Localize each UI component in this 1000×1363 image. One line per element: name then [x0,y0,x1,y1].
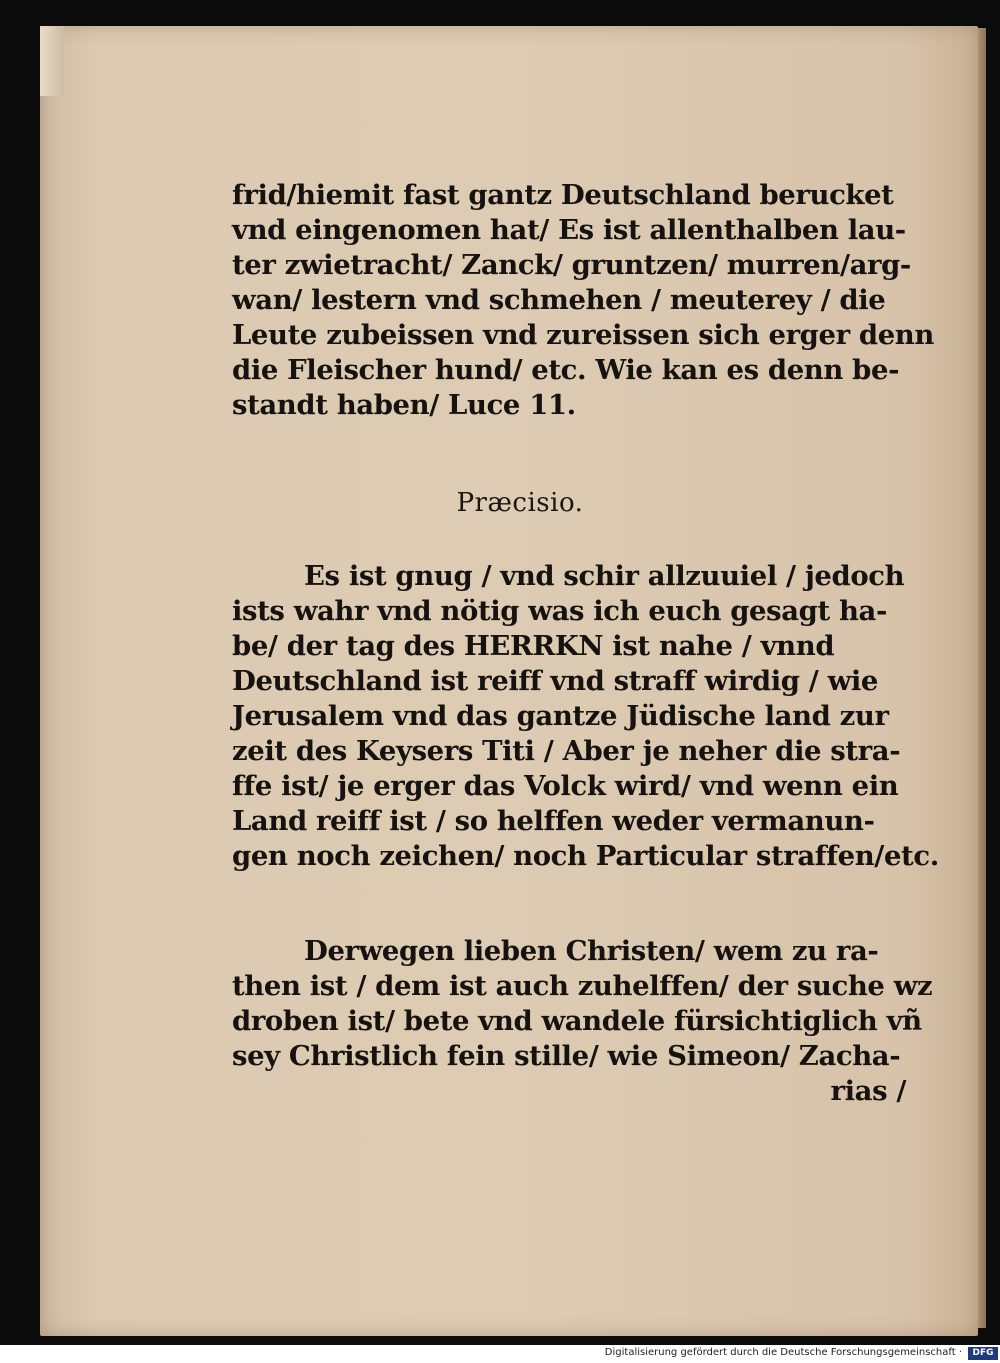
text-line: Land reiff ist / so helffen weder vermanun- [232,805,875,837]
footer-bar [0,1345,1000,1363]
text-line: ists wahr vnd nötig was ich euch gesagt ha- [232,595,887,627]
text-line: then ist / dem ist auch zuhelffen/ der suche wz [232,970,933,1002]
text-line: standt haben/ Luce 11. [232,389,576,421]
text-line: gen noch zeichen/ noch Particular straffen/etc. [232,840,939,872]
text-line: zeit des Keysers Titi / Aber je neher die stra- [232,735,901,767]
paragraph-1 [232,178,934,423]
text-line: ter zwietracht/ Zanck/ gruntzen/ murren/arg- [232,249,911,281]
text-line: vnd eingenomen hat/ Es ist allenthalben lau- [232,214,906,246]
page-corner [40,26,64,96]
funding-notice: Digitalisierung gefördert durch die Deutsche Forschungsgemeinschaft · [604,1347,962,1358]
text-line: be/ der tag des HERRKN ist nahe / vnnd [232,630,835,662]
text-line: ffe ist/ je erger das Volck wird/ vnd wenn ein [232,770,899,802]
text-line: Derwegen lieben Christen/ wem zu ra- [304,935,879,967]
text-line: Deutschland ist reiff vnd straff wirdig / wie [232,665,879,697]
text-line: Es ist gnug / vnd schir allzuuiel / jedoch [304,560,905,592]
paragraph-3 [232,934,933,1109]
text-line: frid/hiemit fast gantz Deutschland berucket [232,179,894,211]
section-heading: Præcisio. [456,488,584,518]
text-line: sey Christlich fein stille/ wie Simeon/ Zacha- [232,1040,901,1072]
paragraph-2 [232,559,939,874]
text-line: Leute zubeissen vnd zureissen sich erger denn [232,319,934,351]
dfg-logo-icon: DFG [968,1347,998,1360]
text-line: droben ist/ bete vnd wandele fürsichtiglich vñ [232,1005,922,1037]
text-line: wan/ lestern vnd schmehen / meuterey / die [232,284,886,316]
text-line: Jerusalem vnd das gantze Jüdische land zur [232,700,889,732]
text-line: die Fleischer hund/ etc. Wie kan es denn be- [232,354,900,386]
catchword: rias / [830,1075,906,1107]
